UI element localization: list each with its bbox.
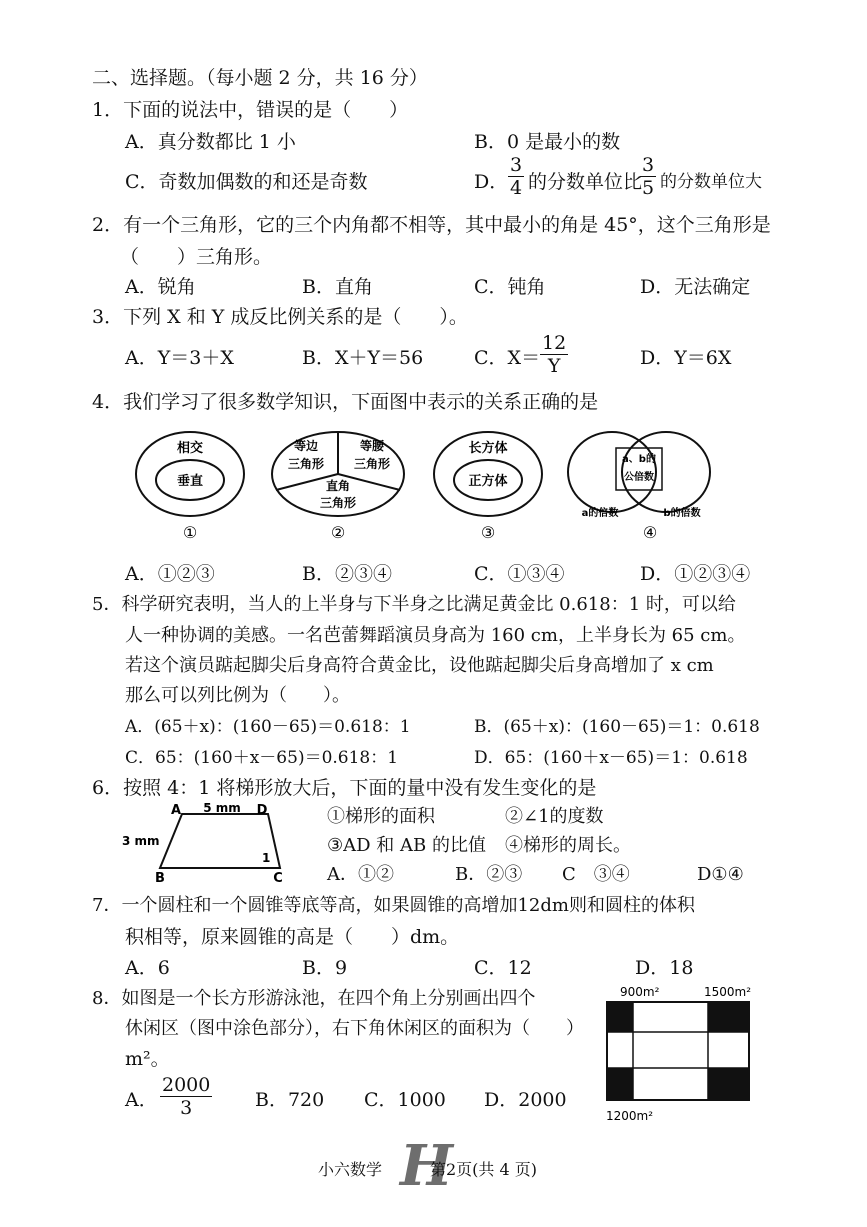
q2-stem: 2．有一个三角形，它的三个内角都不相等，其中最小的角是 45°，这个三角形是 bbox=[92, 214, 771, 236]
q7-line-1: 7．一个圆柱和一个圆锥等底等高，如果圆锥的高增加12dm则和圆柱的体积 bbox=[92, 895, 695, 916]
fraction-denominator: 4 bbox=[510, 177, 523, 199]
q1-fraction-1 bbox=[508, 154, 524, 199]
q6-option-1: ①梯形的面积 bbox=[327, 806, 435, 827]
bottom-left-area-label: 1200m² bbox=[606, 1109, 654, 1123]
fig3-number: ③ bbox=[480, 523, 496, 542]
q7-option-b[interactable]: B．9 bbox=[302, 957, 348, 979]
fraction-denominator: 5 bbox=[642, 177, 655, 199]
q3-option-c-prefix[interactable]: C．X＝ bbox=[474, 347, 541, 369]
q2-stem-2: （ ）三角形。 bbox=[120, 246, 273, 268]
q7-option-c[interactable]: C．12 bbox=[474, 957, 532, 979]
q8-option-b[interactable]: B．720 bbox=[255, 1089, 325, 1111]
fig2-s2-line1: 等腰 bbox=[359, 439, 385, 453]
q6-choice-c[interactable]: C ③④ bbox=[562, 864, 630, 885]
q2-option-d[interactable]: D．无法确定 bbox=[640, 276, 751, 298]
fraction-numerator: 3 bbox=[642, 154, 655, 176]
q8-line-1: 8．如图是一个长方形游泳池，在四个角上分别画出四个 bbox=[92, 988, 536, 1009]
pie-figure-2 bbox=[272, 432, 404, 542]
fig1-inner-label: 垂直 bbox=[176, 474, 204, 489]
q5-option-a[interactable]: A．(65＋x)：(160－65)＝0.618：1 bbox=[125, 717, 411, 737]
q1-option-d-middle: 的分数单位比 bbox=[528, 171, 643, 193]
q1-option-d-suffix: 的分数单位大 bbox=[660, 172, 762, 192]
fig2-s3-line2: 三角形 bbox=[319, 496, 357, 510]
q6-option-2: ②∠1的度数 bbox=[505, 806, 604, 827]
q7-option-d[interactable]: D．18 bbox=[635, 957, 694, 979]
angle-1-label: 1 bbox=[262, 851, 271, 865]
venn-figure-3 bbox=[434, 432, 542, 542]
fraction-denominator: 3 bbox=[180, 1097, 193, 1119]
q5-line-3: 若这个演员踮起脚尖后身高符合黄金比，设他踮起脚尖后身高增加了 x cm bbox=[125, 655, 714, 676]
trapezoid-figure bbox=[120, 802, 300, 884]
venn-figure-4 bbox=[568, 432, 710, 542]
fig4-inner-line2: 公倍数 bbox=[624, 472, 654, 483]
q5-option-c[interactable]: C．65：(160＋x－65)＝0.618：1 bbox=[125, 748, 399, 768]
fig2-number: ② bbox=[330, 523, 346, 542]
pool-figure bbox=[600, 982, 760, 1128]
q8-fraction bbox=[160, 1074, 212, 1119]
q4-stem: 4．我们学习了很多数学知识，下面图中表示的关系正确的是 bbox=[92, 391, 599, 413]
q5-line-1: 5．科学研究表明，当人的上半身与下半身之比满足黄金比 0.618：1 时，可以给 bbox=[92, 594, 736, 615]
fig3-inner-label: 正方体 bbox=[468, 474, 508, 489]
footer-page-info: 第2页(共 4 页) bbox=[430, 1160, 538, 1179]
q1-option-b[interactable]: B．0 是最小的数 bbox=[474, 131, 621, 153]
label-a: A bbox=[170, 803, 182, 818]
fig2-s1-line2: 三角形 bbox=[287, 457, 325, 471]
q3-option-a[interactable]: A．Y＝3＋X bbox=[125, 347, 234, 369]
fig4-inner-line1: a、b的 bbox=[622, 454, 656, 465]
q1-option-a[interactable]: A．真分数都比 1 小 bbox=[125, 131, 296, 153]
q8-option-a-prefix[interactable]: A． bbox=[125, 1089, 158, 1111]
fraction-numerator: 3 bbox=[510, 154, 523, 176]
q4-option-a[interactable]: A．①②③ bbox=[125, 563, 215, 585]
q6-choice-d[interactable]: D①④ bbox=[697, 864, 744, 885]
fraction-numerator: 12 bbox=[542, 332, 567, 354]
fraction-denominator: Y bbox=[547, 355, 561, 377]
q6-stem: 6．按照 4：1 将梯形放大后，下面的量中没有发生变化的是 bbox=[92, 777, 597, 799]
q5-option-d[interactable]: D．65：(160＋x－65)＝1：0.618 bbox=[474, 748, 748, 768]
q2-option-b[interactable]: B．直角 bbox=[302, 276, 373, 298]
top-length-label: 5 mm bbox=[203, 802, 241, 815]
top-right-area-label: 1500m² bbox=[704, 985, 752, 999]
q1-stem: 1．下面的说法中，错误的是（ ） bbox=[92, 99, 409, 121]
label-d: D bbox=[256, 803, 268, 818]
q4-option-c[interactable]: C．①③④ bbox=[474, 563, 565, 585]
q3-option-b[interactable]: B．X＋Y＝56 bbox=[302, 347, 424, 369]
q6-choice-b[interactable]: B．②③ bbox=[455, 864, 523, 885]
footer-subject: 小六数学 bbox=[318, 1160, 383, 1179]
fraction-numerator: 2000 bbox=[162, 1074, 211, 1096]
q7-option-a[interactable]: A．6 bbox=[125, 957, 170, 979]
q3-stem: 3．下列 X 和 Y 成反比例关系的是（ ）。 bbox=[92, 306, 468, 328]
fig2-s3-line1: 直角 bbox=[325, 479, 351, 493]
venn-figure-1 bbox=[136, 432, 244, 542]
q2-option-a[interactable]: A．锐角 bbox=[125, 276, 196, 298]
q8-line-2: 休闲区（图中涂色部分），右下角休闲区的面积为（ ） bbox=[125, 1018, 584, 1039]
q1-fraction-2 bbox=[640, 154, 656, 199]
q5-option-b[interactable]: B．(65＋x)：(160－65)＝1：0.618 bbox=[474, 717, 760, 737]
q1-option-d-prefix[interactable]: D． bbox=[474, 171, 509, 193]
q4-diagrams bbox=[130, 428, 730, 548]
q8-line-3: m²。 bbox=[125, 1048, 170, 1070]
q4-option-b[interactable]: B．②③④ bbox=[302, 563, 392, 585]
fig4-right-label: b的倍数 bbox=[663, 508, 701, 519]
q1-option-c[interactable]: C．奇数加偶数的和还是奇数 bbox=[125, 171, 368, 193]
q3-option-d[interactable]: D．Y＝6X bbox=[640, 347, 732, 369]
q7-line-2: 积相等，原来圆锥的高是（ ）dm。 bbox=[125, 926, 460, 948]
top-left-area-label: 900m² bbox=[620, 985, 660, 999]
q5-line-4: 那么可以列比例为（ ）。 bbox=[125, 685, 350, 706]
label-c: C bbox=[273, 871, 283, 884]
fig4-number: ④ bbox=[642, 523, 658, 542]
fig3-outer-label: 长方体 bbox=[468, 441, 508, 456]
q8-option-d[interactable]: D．2000 bbox=[484, 1089, 567, 1111]
q4-option-d[interactable]: D．①②③④ bbox=[640, 563, 751, 585]
q3-fraction bbox=[540, 332, 568, 377]
fig1-outer-label: 相交 bbox=[176, 441, 204, 456]
label-b: B bbox=[155, 871, 165, 884]
q6-option-3: ③AD 和 AB 的比值 bbox=[327, 835, 486, 856]
fig1-number: ① bbox=[182, 523, 198, 542]
footer-logo-mark: H bbox=[400, 1133, 453, 1199]
side-length-label: 3 mm bbox=[122, 834, 160, 848]
fig2-s2-line2: 三角形 bbox=[353, 457, 391, 471]
q5-line-2: 人一种协调的美感。一名芭蕾舞蹈演员身高为 160 cm，上半身长为 65 cm。 bbox=[125, 625, 746, 646]
q6-choice-a[interactable]: A．①② bbox=[327, 864, 394, 885]
q8-option-c[interactable]: C．1000 bbox=[364, 1089, 446, 1111]
q6-option-4: ④梯形的周长。 bbox=[505, 835, 631, 856]
fig2-s1-line1: 等边 bbox=[293, 439, 319, 453]
fig4-left-label: a的倍数 bbox=[581, 508, 619, 519]
section-title: 二、选择题。（每小题 2 分，共 16 分） bbox=[92, 67, 428, 89]
q2-option-c[interactable]: C．钝角 bbox=[474, 276, 546, 298]
